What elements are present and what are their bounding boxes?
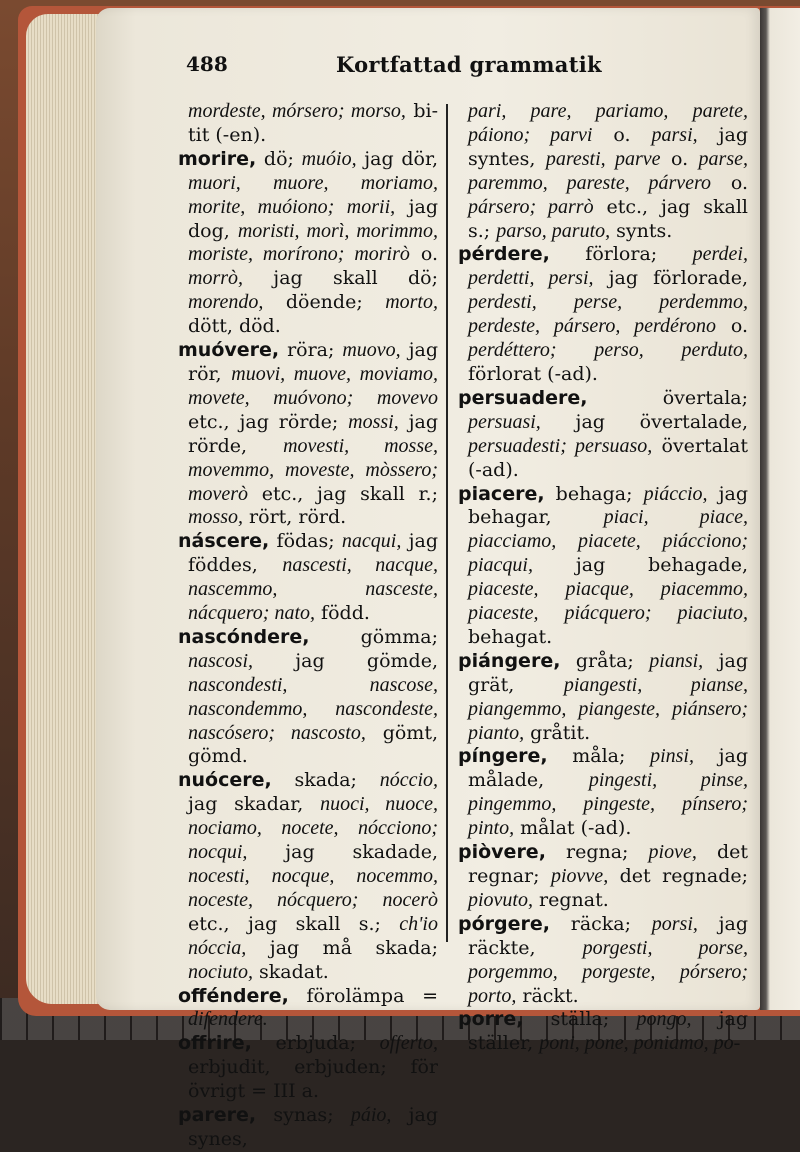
- dictionary-entry: [178, 339, 438, 530]
- entry-headword: náscere,: [178, 530, 270, 553]
- dictionary-entry: [178, 626, 438, 769]
- dictionary-entry: [458, 100, 748, 243]
- facing-page-edge: [760, 8, 800, 1010]
- italian-form: muori, muore, moriamo, morite, muóiono; morii,: [188, 171, 438, 218]
- dictionary-entry: [458, 650, 748, 746]
- italian-form: porgesti, porse, porgemmo, porgeste, pórsero; porto,: [468, 936, 748, 1007]
- italian-form: persuadesti; persuaso,: [468, 434, 653, 457]
- swedish-gloss: förlorat (-ad).: [468, 362, 598, 385]
- dictionary-entry: [458, 483, 748, 650]
- swedish-gloss: jag räckte,: [468, 912, 749, 959]
- swedish-gloss: röra;: [279, 339, 343, 362]
- swedish-gloss: skada;: [271, 769, 380, 792]
- italian-form: páio,: [350, 1104, 392, 1127]
- swedish-gloss: förlora;: [549, 243, 693, 266]
- swedish-gloss: dö;: [256, 147, 302, 170]
- italian-form: nociuto,: [188, 960, 253, 983]
- dictionary-entry: [458, 841, 748, 913]
- swedish-gloss: jag rör,: [188, 339, 438, 385]
- swedish-gloss: förolämpa =: [288, 984, 438, 1007]
- swedish-gloss: gråta;: [560, 649, 650, 672]
- swedish-gloss: etc., jag rörde;: [188, 410, 349, 433]
- italian-form: muovi, muove, moviamo, movete, muóvono; movevo: [188, 362, 438, 409]
- swedish-gloss: jag övertalade,: [540, 410, 748, 433]
- swedish-gloss: behaga;: [544, 482, 644, 505]
- swedish-gloss: etc., jag skall s.;: [468, 195, 748, 242]
- entry-headword: morire,: [178, 147, 257, 170]
- entry-headword: offrire,: [178, 1032, 252, 1055]
- dictionary-entry: [178, 769, 438, 984]
- swedish-gloss: måla;: [547, 745, 651, 768]
- italian-form: persuasi,: [468, 410, 541, 433]
- entry-headword: parere,: [178, 1104, 257, 1127]
- italian-form: paresti, parve: [545, 147, 661, 170]
- dictionary-entry: [178, 1032, 438, 1104]
- italian-form: pingesti, pinse, pingemmo, pingeste, pínsero; pinto,: [468, 769, 748, 840]
- entry-headword: porre,: [458, 1008, 524, 1031]
- swedish-gloss: jag skall dö;: [243, 267, 438, 290]
- swedish-gloss: rört, rörd.: [243, 506, 347, 529]
- swedish-gloss: synas;: [256, 1104, 351, 1127]
- swedish-gloss: jag behagar,: [468, 482, 748, 529]
- italian-form: offerto,: [379, 1032, 438, 1055]
- italian-form: mordeste, mórsero; morso,: [188, 100, 406, 122]
- swedish-gloss: bi-tit (-en).: [188, 100, 438, 146]
- italian-form: perdei, perdetti, persi,: [468, 243, 748, 290]
- swedish-gloss: erbjuda;: [251, 1032, 380, 1055]
- left-column: [178, 100, 438, 1152]
- swedish-gloss: född.: [315, 602, 370, 625]
- entry-headword: piòvere,: [458, 841, 546, 864]
- dictionary-entry: [458, 243, 748, 386]
- italian-form: nascosi,: [188, 649, 253, 672]
- swedish-gloss: o.: [715, 315, 748, 338]
- swedish-gloss: jag gömde,: [253, 649, 438, 672]
- swedish-gloss: synts.: [610, 219, 673, 242]
- italian-form: nascesti, nacque, nascemmo, nasceste, nácquero; nato,: [188, 554, 438, 625]
- entry-headword: offéndere,: [178, 984, 289, 1007]
- italian-form: pársero; parrò: [468, 195, 594, 218]
- swedish-gloss: övertalat (-ad).: [468, 434, 748, 481]
- swedish-gloss: gömma;: [309, 625, 438, 648]
- swedish-gloss: döende;: [263, 291, 386, 314]
- swedish-gloss: jag föddes,: [188, 530, 438, 577]
- swedish-gloss: o.: [409, 243, 438, 266]
- swedish-gloss: gråtit.: [524, 721, 591, 744]
- swedish-gloss: jag målade,: [468, 745, 748, 792]
- swedish-gloss: regnat.: [533, 888, 609, 911]
- running-title: Kortfattad grammatik: [336, 52, 602, 77]
- dictionary-entry: [178, 530, 438, 626]
- column-divider: [446, 104, 448, 942]
- italian-form: perdéttero; perso, perduto,: [468, 339, 748, 362]
- italian-form: nuoci, nuoce, nociamo, nocete, nócciono; nocqui,: [188, 793, 439, 864]
- swedish-gloss: målat (-ad).: [514, 817, 632, 840]
- dictionary-entry: [458, 387, 748, 483]
- italian-form: morto,: [385, 291, 438, 314]
- swedish-gloss: jag skadade,: [247, 841, 438, 864]
- swedish-gloss: det regnade;: [608, 865, 749, 887]
- swedish-gloss: ställa;: [523, 1008, 637, 1031]
- italian-form: parsi,: [651, 123, 698, 146]
- italian-form: piansi,: [649, 649, 704, 672]
- swedish-gloss: räcka;: [550, 912, 652, 935]
- italian-form: piovuto,: [468, 888, 533, 911]
- entry-headword: piacere,: [458, 482, 545, 505]
- swedish-gloss: jag ställer,: [468, 1008, 748, 1055]
- italian-form: mosso,: [188, 506, 244, 529]
- swedish-gloss: jag dör,: [356, 147, 438, 170]
- entry-headword: persuadere,: [458, 386, 588, 409]
- page-number: 488: [186, 52, 228, 76]
- swedish-gloss: behagat.: [468, 625, 553, 648]
- swedish-gloss: övertala;: [587, 386, 748, 409]
- swedish-gloss: gömt, gömd.: [188, 721, 438, 768]
- entry-headword: pérdere,: [458, 243, 550, 266]
- swedish-gloss: jag synes,: [188, 1104, 439, 1150]
- dictionary-entry: [178, 1104, 438, 1152]
- italian-form: pinsi,: [650, 745, 694, 768]
- swedish-gloss: o.: [660, 147, 699, 170]
- dictionary-entry: [178, 100, 438, 148]
- swedish-gloss: jag må skada;: [246, 936, 438, 959]
- italian-form: poni, pone, poniamo, po-: [539, 1032, 741, 1055]
- italian-form: difendere.: [188, 1008, 268, 1031]
- dictionary-entry: [458, 913, 748, 1009]
- italian-form: parse, paremmo, pareste, párvero: [468, 147, 748, 194]
- swedish-gloss: o.: [711, 171, 748, 194]
- swedish-gloss: jag skadar,: [188, 793, 321, 816]
- italian-form: movesti, mosse, movemmo, moveste, mòssero; moverò: [188, 434, 439, 505]
- swedish-gloss: det regnar;: [468, 841, 748, 887]
- italian-form: muóio,: [301, 147, 357, 170]
- entry-headword: pórgere,: [458, 912, 550, 935]
- dictionary-entry: [178, 148, 438, 339]
- italian-form: morendo,: [188, 291, 264, 314]
- italian-form: muovo,: [342, 339, 401, 362]
- swedish-gloss: jag dog,: [188, 195, 438, 242]
- italian-form: perdesti, perse, perdemmo, perdeste, pársero, perdérono: [468, 291, 748, 338]
- swedish-gloss: skadat.: [253, 960, 329, 983]
- italian-form: nóccio,: [379, 769, 438, 792]
- swedish-gloss: erbjudit, erbjuden; för övrigt = III a.: [188, 1056, 438, 1103]
- italian-form: piaci, piace, piacciamo, piacete, piácciono; piacqui,: [468, 506, 748, 577]
- italian-form: parso, paruto,: [496, 219, 611, 242]
- entry-headword: piángere,: [458, 649, 561, 672]
- dictionary-entry: [458, 1008, 748, 1056]
- entry-headword: muóvere,: [178, 339, 280, 362]
- swedish-gloss: jag rörde,: [188, 410, 438, 457]
- italian-form: ch'io nóccia,: [188, 912, 438, 959]
- italian-form: piangesti, pianse, piangemmo, piangeste, piánsero; pianto,: [468, 673, 748, 744]
- italian-form: nascondesti, nascose, nascondemmo, nascondeste, nascósero; nascosto,: [188, 673, 438, 744]
- italian-form: porsi,: [651, 912, 698, 935]
- italian-form: mossi,: [348, 410, 399, 433]
- italian-form: nacqui,: [341, 530, 402, 553]
- swedish-gloss: räckt.: [516, 984, 579, 1007]
- italian-form: piove,: [648, 841, 697, 864]
- right-column: [458, 100, 748, 1056]
- swedish-gloss: jag behagade,: [533, 554, 748, 577]
- swedish-gloss: etc., jag skall s.;: [188, 912, 400, 935]
- swedish-gloss: jag syntes,: [468, 123, 749, 170]
- italian-form: pari, pare, pariamo, parete, páiono; parvi: [468, 100, 748, 146]
- swedish-gloss: dött, död.: [188, 315, 281, 338]
- dictionary-entry: [458, 745, 748, 841]
- italian-form: morrò,: [188, 267, 244, 290]
- entry-headword: píngere,: [458, 745, 548, 768]
- italian-form: pongo,: [636, 1008, 692, 1031]
- entry-headword: nascóndere,: [178, 625, 310, 648]
- swedish-gloss: jag grät,: [468, 649, 748, 696]
- dictionary-entry: [178, 985, 438, 1033]
- swedish-gloss: regna;: [545, 841, 649, 864]
- swedish-gloss: etc., jag skall r.;: [247, 482, 438, 505]
- italian-form: piovve,: [551, 865, 609, 887]
- italian-form: nocesti, nocque, nocemmo, noceste, nócquero; nocerò: [188, 865, 438, 911]
- swedish-gloss: födas;: [269, 530, 342, 553]
- page-header: [186, 52, 726, 88]
- swedish-gloss: jag förlorade,: [593, 267, 748, 290]
- entry-headword: nuócere,: [178, 769, 272, 792]
- italian-form: moristi, morì, morimmo, moriste, morírono; morirò: [188, 219, 439, 266]
- italian-form: piáccio,: [643, 482, 708, 505]
- italian-form: piaceste, piacque, piacemmo, piaceste, piácquero; piaciuto,: [468, 578, 748, 625]
- swedish-gloss: o.: [592, 123, 652, 146]
